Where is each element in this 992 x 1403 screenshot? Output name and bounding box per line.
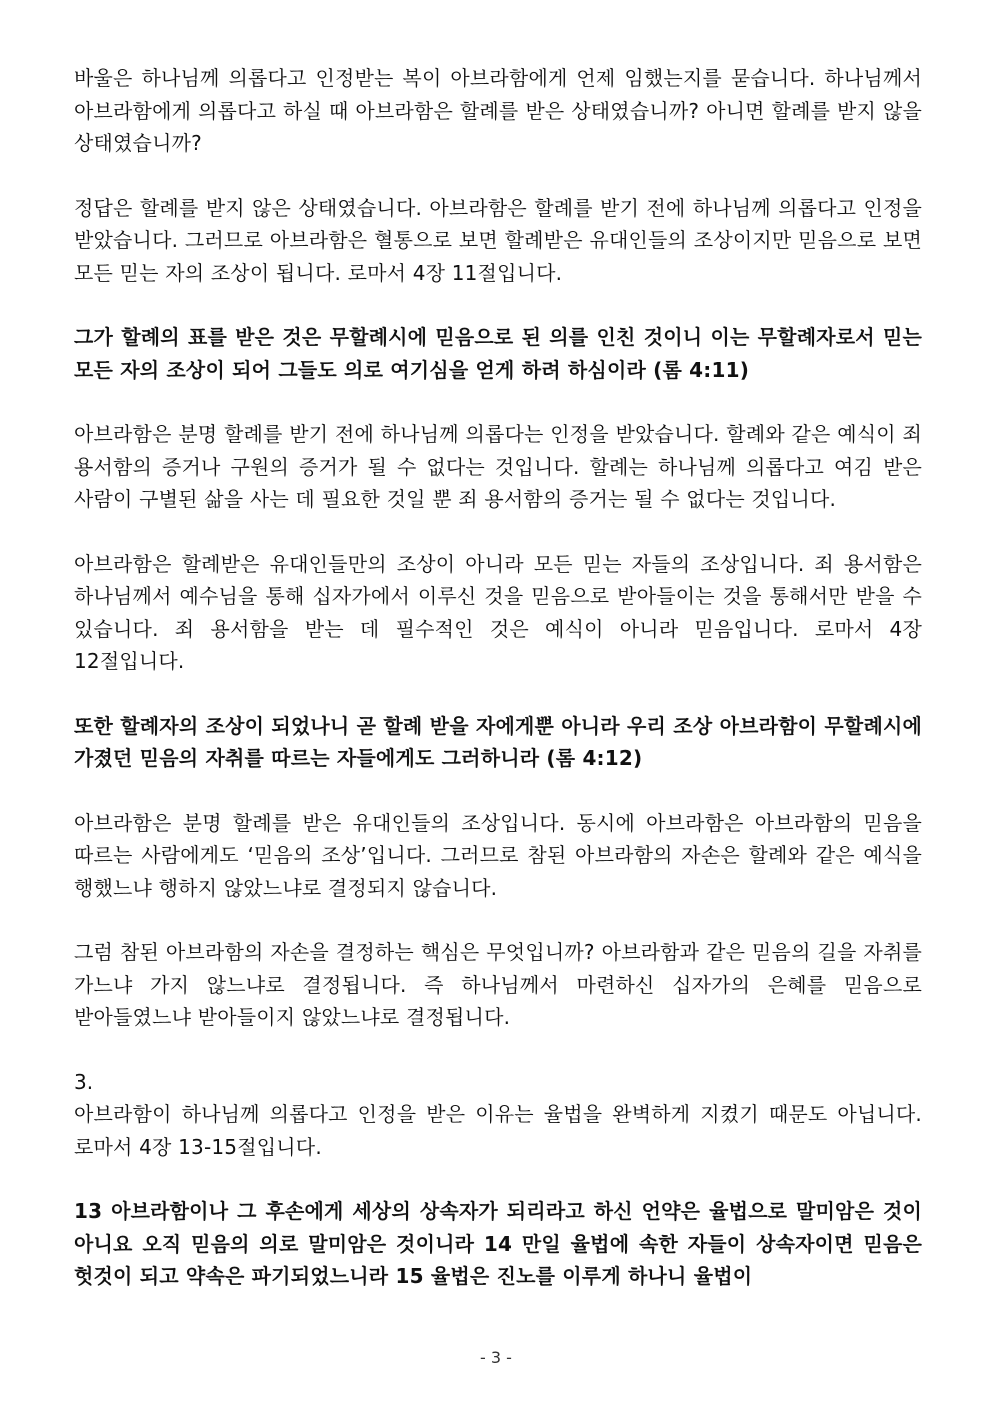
section-number: 3. [74, 1069, 94, 1094]
page-number: - 3 - [480, 1348, 512, 1367]
paragraph: 아브라함은 분명 할례를 받기 전에 하나님께 의롭다는 인정을 받았습니다. 할례와 같은 예식이 죄 용서함의 증거나 구원의 증거가 될 수 없다는 것입니다. 할례는 하나님께 의롭다고 여김 받은 사람이 구별된 삶을 사는 데 필요한 것일 뿐 죄 용서함의 증거는 될 수 없다는 것입니다. [74, 422, 922, 511]
scripture-quote: 또한 할례자의 조상이 되었나니 곧 할례 받을 자에게뿐 아니라 우리 조상 아브라함이 무할례시에 가졌던 믿음의 자취를 따르는 자들에게도 그러하니라 (롬 4:12) [74, 713, 922, 770]
paragraph: 바울은 하나님께 의롭다고 인정받는 복이 아브라함에게 언제 임했는지를 묻습니다. 하나님께서 아브라함에게 의롭다고 하실 때 아브라함은 할례를 받은 상태였습니까? 아니면 할례를 받지 않을 상태였습니까? [74, 66, 922, 155]
paragraph: 아브라함은 할례받은 유대인들만의 조상이 아니라 모든 믿는 자들의 조상입니다. 죄 용서함은 하나님께서 예수님을 통해 십자가에서 이루신 것을 믿음으로 받아들이는 것을 통해서만 받을 수 있습니다. 죄 용서함을 받는 데 필수적인 것은 예식이 아니라 믿음입니다. 로마서 4장 12절입니다. [74, 551, 922, 673]
scripture-quote: 13 아브라함이나 그 후손에게 세상의 상속자가 되리라고 하신 언약은 율법으로 말미암은 것이 아니요 오직 믿음의 의로 말미암은 것이니라 14 만일 율법에 속한 자들이 상속자이면 믿음은 헛것이 되고 약속은 파기되었느니라 15 율법은 진노를 이루게 하나니 율법이 [74, 1199, 922, 1288]
document-page [74, 62, 922, 1325]
paragraph: 정답은 할례를 받지 않은 상태였습니다. 아브라함은 할례를 받기 전에 하나님께 의롭다고 인정을 받았습니다. 그러므로 아브라함은 혈통으로 보면 할례받은 유대인들의 조상이지만 믿음으로 보면 모든 믿는 자의 조상이 됩니다. 로마서 4장 11절입니다. [74, 195, 922, 285]
paragraph: 아브라함이 하나님께 의롭다고 인정을 받은 이유는 율법을 완벽하게 지켰기 때문도 아닙니다. 로마서 4장 13-15절입니다. [74, 1102, 922, 1159]
scripture-quote: 그가 할례의 표를 받은 것은 무할례시에 믿음으로 된 의를 인친 것이니 이는 무할례자로서 믿는 모든 자의 조상이 되어 그들도 의로 여기심을 얻게 하려 하심이라 (롬 4:11) [74, 325, 922, 382]
paragraph: 아브라함은 분명 할례를 받은 유대인들의 조상입니다. 동시에 아브라함은 아브라함의 믿음을 따르는 사람에게도 ‘믿음의 조상’입니다. 그러므로 참된 아브라함의 자손은 할례와 같은 예식을 행했느냐 행하지 않았느냐로 결정되지 않습니다. [74, 810, 922, 900]
paragraph: 그럼 참된 아브라함의 자손을 결정하는 핵심은 무엇입니까? 아브라함과 같은 믿음의 길을 자취를 가느냐 가지 않느냐로 결정됩니다. 즉 하나님께서 마련하신 십자가의 은혜를 믿음으로 받아들였느냐 받아들이지 않았느냐로 결정됩니다. [74, 940, 922, 1029]
